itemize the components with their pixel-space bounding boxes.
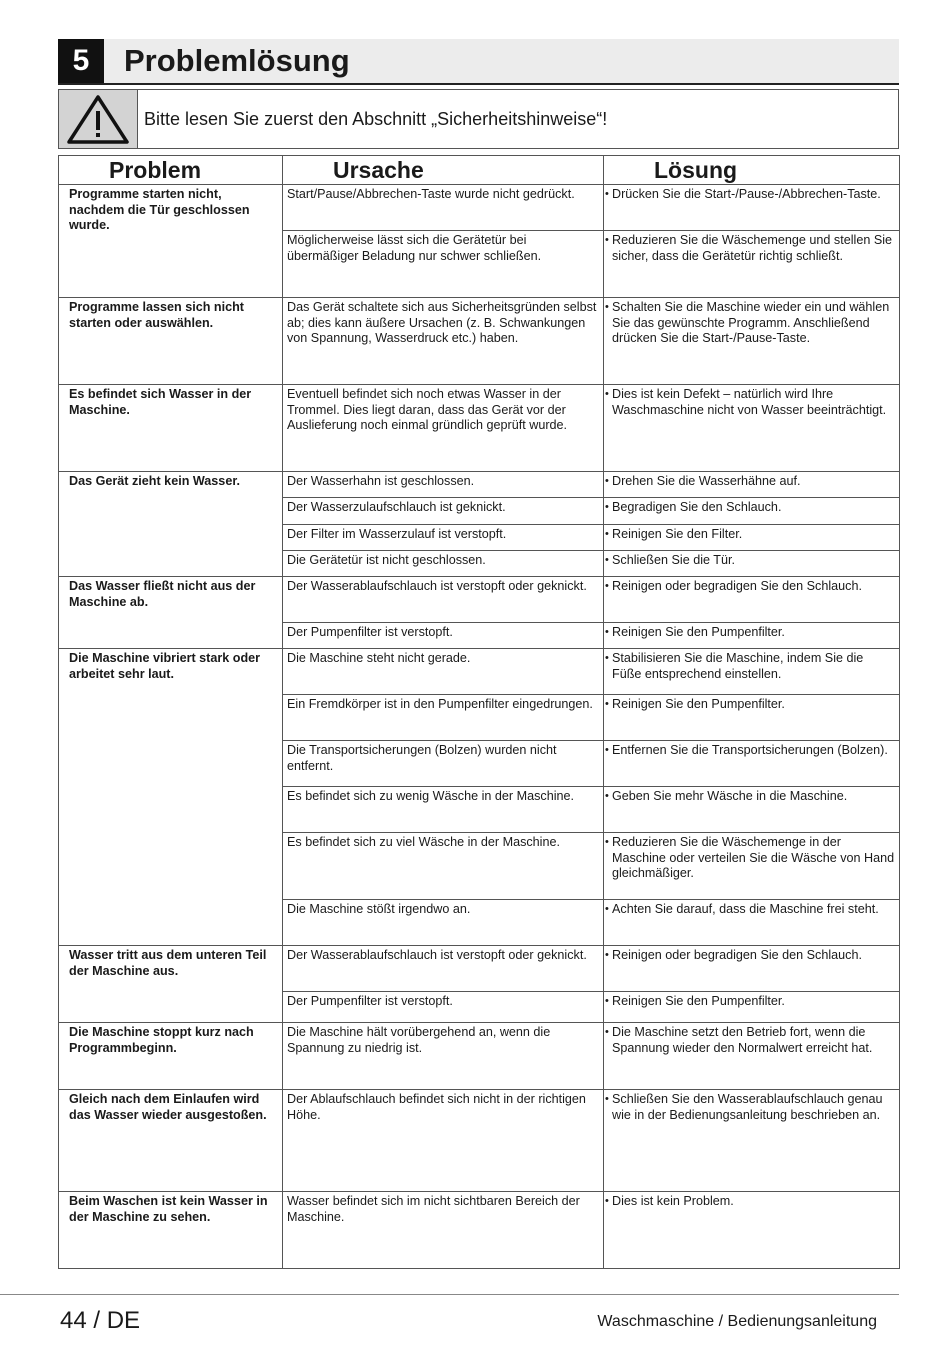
solution-cell <box>604 577 900 623</box>
chapter-header <box>58 39 899 85</box>
solution-cell <box>604 741 900 787</box>
table-header-row <box>59 156 900 185</box>
solution-cell <box>604 525 900 551</box>
cause-cell: Die Maschine hält vorübergehend an, wenn die Spannung zu niedrig ist. <box>283 1023 604 1090</box>
cause-cell: Es befindet sich zu wenig Wäsche in der Maschine. <box>283 787 604 833</box>
cause-cell: Der Filter im Wasserzulauf ist verstopft. <box>283 525 604 551</box>
cause-cell: Ein Fremdkörper ist in den Pumpenfilter eingedrungen. <box>283 695 604 741</box>
cause-cell: Der Pumpenfilter ist verstopft. <box>283 992 604 1023</box>
column-header-problem: Problem <box>59 156 283 185</box>
troubleshooting-table <box>58 155 900 1269</box>
column-header-cause: Ursache <box>283 156 604 185</box>
solution-text: • Dies ist kein Defekt – natürlich wird Ihre Waschmaschine nicht von Wasser beeinträchtigt. <box>612 387 895 418</box>
solution-cell <box>604 992 900 1023</box>
solution-cell <box>604 1192 900 1269</box>
problem-cell: Beim Waschen ist kein Wasser in der Maschine zu sehen. <box>59 1192 283 1269</box>
page-number: 44 / DE <box>60 1307 141 1334</box>
cause-cell: Es befindet sich zu viel Wäsche in der Maschine. <box>283 833 604 900</box>
solution-text: • Reinigen Sie den Filter. <box>612 527 895 543</box>
cause-cell: Wasser befindet sich im nicht sichtbaren Bereich der Maschine. <box>283 1192 604 1269</box>
column-header-solution: Lösung <box>604 156 900 185</box>
cause-cell: Die Transportsicherungen (Bolzen) wurden nicht entfernt. <box>283 741 604 787</box>
solution-cell <box>604 833 900 900</box>
warning-triangle-icon <box>65 93 131 145</box>
cause-cell: Der Wasserzulaufschlauch ist geknickt. <box>283 498 604 525</box>
table-row <box>59 1090 900 1192</box>
table-row <box>59 1023 900 1090</box>
solution-text: • Drehen Sie die Wasserhähne auf. <box>612 474 895 490</box>
solution-cell <box>604 946 900 992</box>
solution-cell <box>604 385 900 472</box>
solution-text: • Stabilisieren Sie die Maschine, indem Sie die Füße entsprechend einstellen. <box>612 651 895 682</box>
cause-cell: Das Gerät schaltete sich aus Sicherheitsgründen selbst ab; dies kann äußere Ursachen (z. B. Schwankungen von Spannung, Wasserdruck etc.) haben. <box>283 298 604 385</box>
cause-cell: Die Maschine stößt irgendwo an. <box>283 900 604 946</box>
solution-text: • Reinigen Sie den Pumpenfilter. <box>612 697 895 713</box>
table-row <box>59 577 900 623</box>
solution-cell <box>604 231 900 298</box>
table-row <box>59 1192 900 1269</box>
cause-cell: Möglicherweise lässt sich die Gerätetür bei übermäßiger Beladung nur schwer schließen. <box>283 231 604 298</box>
solution-text: • Reinigen oder begradigen Sie den Schlauch. <box>612 579 895 595</box>
solution-text: • Reduzieren Sie die Wäschemenge in der Maschine oder verteilen Sie die Wäsche von Hand gleichmäßiger. <box>612 835 895 882</box>
solution-cell <box>604 551 900 577</box>
footer-divider <box>0 1294 899 1295</box>
safety-notice <box>58 89 899 149</box>
problem-cell: Programme lassen sich nicht starten oder auswählen. <box>59 298 283 385</box>
solution-cell <box>604 695 900 741</box>
cause-cell: Die Gerätetür ist nicht geschlossen. <box>283 551 604 577</box>
cause-cell: Der Pumpenfilter ist verstopft. <box>283 623 604 649</box>
table-row <box>59 649 900 695</box>
cause-cell: Der Wasserablaufschlauch ist verstopft oder geknickt. <box>283 946 604 992</box>
problem-cell: Programme starten nicht, nachdem die Tür geschlossen wurde. <box>59 185 283 298</box>
warning-icon-box <box>59 90 138 148</box>
solution-cell <box>604 1023 900 1090</box>
cause-cell: Die Maschine steht nicht gerade. <box>283 649 604 695</box>
solution-text: • Reduzieren Sie die Wäschemenge und stellen Sie sicher, dass die Gerätetür richtig schließt. <box>612 233 895 264</box>
problem-cell: Das Gerät zieht kein Wasser. <box>59 472 283 577</box>
table-row <box>59 946 900 992</box>
solution-cell <box>604 623 900 649</box>
solution-cell <box>604 900 900 946</box>
solution-text: • Begradigen Sie den Schlauch. <box>612 500 895 516</box>
solution-text: • Drücken Sie die Start-/Pause-/Abbrechen-Taste. <box>612 187 895 203</box>
solution-text: • Reinigen Sie den Pumpenfilter. <box>612 994 895 1010</box>
problem-cell: Es befindet sich Wasser in der Maschine. <box>59 385 283 472</box>
cause-cell: Der Ablaufschlauch befindet sich nicht in der richtigen Höhe. <box>283 1090 604 1192</box>
solution-cell <box>604 298 900 385</box>
solution-text: • Schalten Sie die Maschine wieder ein und wählen Sie das gewünschte Programm. Anschließend drücken Sie die Start-/Pause-Taste. <box>612 300 895 347</box>
problem-cell: Gleich nach dem Einlaufen wird das Wasser wieder ausgestoßen. <box>59 1090 283 1192</box>
cause-cell: Der Wasserablaufschlauch ist verstopft oder geknickt. <box>283 577 604 623</box>
problem-cell: Die Maschine stoppt kurz nach Programmbeginn. <box>59 1023 283 1090</box>
solution-cell <box>604 1090 900 1192</box>
table-row <box>59 385 900 472</box>
solution-text: • Die Maschine setzt den Betrieb fort, wenn die Spannung wieder den Normalwert erreicht hat. <box>612 1025 895 1056</box>
cause-cell: Start/Pause/Abbrechen-Taste wurde nicht gedrückt. <box>283 185 604 231</box>
solution-text: • Entfernen Sie die Transportsicherungen (Bolzen). <box>612 743 895 759</box>
solution-text: • Schließen Sie die Tür. <box>612 553 895 569</box>
solution-cell <box>604 185 900 231</box>
solution-cell <box>604 649 900 695</box>
warning-text: Bitte lesen Sie zuerst den Abschnitt „Sicherheitshinweise“! <box>144 109 608 129</box>
problem-cell: Das Wasser fließt nicht aus der Maschine ab. <box>59 577 283 649</box>
table-row <box>59 298 900 385</box>
solution-text: • Dies ist kein Problem. <box>612 1194 895 1210</box>
problem-cell: Die Maschine vibriert stark oder arbeitet sehr laut. <box>59 649 283 946</box>
solution-cell <box>604 787 900 833</box>
solution-text: • Reinigen oder begradigen Sie den Schlauch. <box>612 948 895 964</box>
solution-text: • Schließen Sie den Wasserablaufschlauch genau wie in der Bedienungsanleitung beschrieben an. <box>612 1092 895 1123</box>
cause-cell: Eventuell befindet sich noch etwas Wasser in der Trommel. Dies liegt daran, dass das Gerät vor der Auslieferung noch einmal gründlich geprüft wurde. <box>283 385 604 472</box>
solution-text: • Reinigen Sie den Pumpenfilter. <box>612 625 895 641</box>
table-row <box>59 185 900 231</box>
solution-cell <box>604 498 900 525</box>
chapter-title: Problemlösung <box>124 43 350 78</box>
table-row <box>59 472 900 498</box>
solution-text: • Geben Sie mehr Wäsche in die Maschine. <box>612 789 895 805</box>
solution-text: • Achten Sie darauf, dass die Maschine frei steht. <box>612 902 895 918</box>
cause-cell: Der Wasserhahn ist geschlossen. <box>283 472 604 498</box>
solution-cell <box>604 472 900 498</box>
chapter-number: 5 <box>58 39 104 83</box>
problem-cell: Wasser tritt aus dem unteren Teil der Maschine aus. <box>59 946 283 1023</box>
document-name: Waschmaschine / Bedienungsanleitung <box>597 1313 877 1330</box>
